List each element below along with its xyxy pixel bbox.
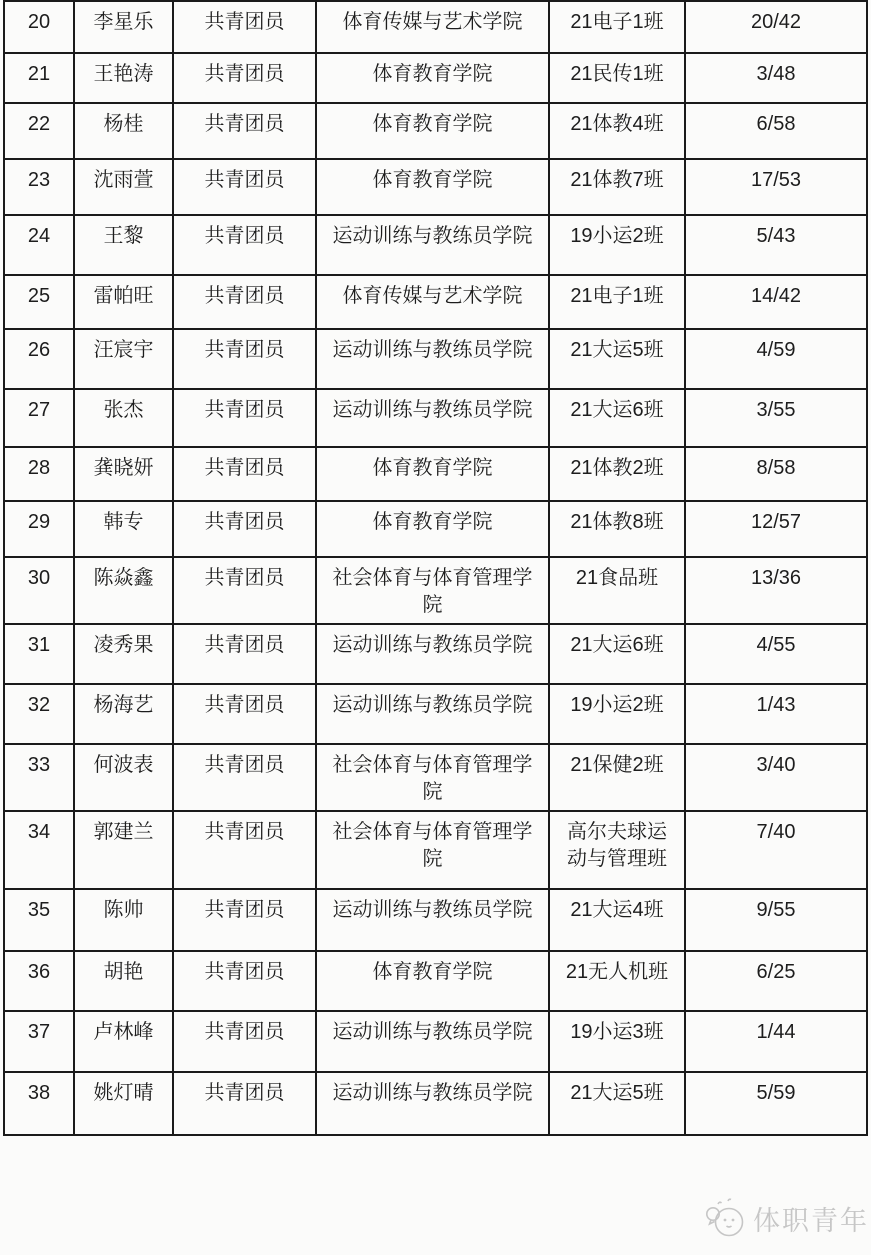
watermark bbox=[704, 1196, 869, 1240]
cell-row-number: 34 bbox=[4, 811, 74, 889]
table-row bbox=[4, 889, 867, 951]
cell-class: 21保健2班 bbox=[549, 744, 685, 811]
cell-class: 高尔夫球运动与管理班 bbox=[549, 811, 685, 889]
cell-row-number: 20 bbox=[4, 1, 74, 53]
cell-class: 21民传1班 bbox=[549, 53, 685, 103]
cell-college: 社会体育与体育管理学院 bbox=[316, 811, 549, 889]
cell-rank: 5/59 bbox=[685, 1072, 867, 1135]
cell-college: 体育教育学院 bbox=[316, 951, 549, 1011]
cell-student-name: 汪宸宇 bbox=[74, 329, 173, 389]
cell-student-name: 王艳涛 bbox=[74, 53, 173, 103]
cell-political-status: 共青团员 bbox=[173, 1, 316, 53]
cell-class: 21体教4班 bbox=[549, 103, 685, 159]
table-row bbox=[4, 1072, 867, 1135]
cell-rank: 17/53 bbox=[685, 159, 867, 215]
cell-college: 运动训练与教练员学院 bbox=[316, 329, 549, 389]
table-row bbox=[4, 103, 867, 159]
cell-row-number: 33 bbox=[4, 744, 74, 811]
cell-row-number: 27 bbox=[4, 389, 74, 447]
cell-political-status: 共青团员 bbox=[173, 744, 316, 811]
cell-row-number: 21 bbox=[4, 53, 74, 103]
cell-rank: 7/40 bbox=[685, 811, 867, 889]
cell-class: 21无人机班 bbox=[549, 951, 685, 1011]
cell-row-number: 28 bbox=[4, 447, 74, 501]
cell-row-number: 29 bbox=[4, 501, 74, 557]
cell-rank: 8/58 bbox=[685, 447, 867, 501]
cell-student-name: 陈焱鑫 bbox=[74, 557, 173, 624]
cell-class: 21食品班 bbox=[549, 557, 685, 624]
table-row bbox=[4, 684, 867, 744]
cell-row-number: 36 bbox=[4, 951, 74, 1011]
cell-student-name: 王黎 bbox=[74, 215, 173, 275]
cell-rank: 3/48 bbox=[685, 53, 867, 103]
table-row bbox=[4, 53, 867, 103]
cell-college: 运动训练与教练员学院 bbox=[316, 389, 549, 447]
cell-college: 运动训练与教练员学院 bbox=[316, 889, 549, 951]
cell-student-name: 沈雨萱 bbox=[74, 159, 173, 215]
cell-student-name: 胡艳 bbox=[74, 951, 173, 1011]
cell-row-number: 38 bbox=[4, 1072, 74, 1135]
cell-student-name: 龚晓妍 bbox=[74, 447, 173, 501]
cell-rank: 3/40 bbox=[685, 744, 867, 811]
cell-college: 体育传媒与艺术学院 bbox=[316, 1, 549, 53]
cell-class: 21大运6班 bbox=[549, 624, 685, 684]
cell-political-status: 共青团员 bbox=[173, 103, 316, 159]
student-roster-table bbox=[3, 0, 868, 1136]
cell-political-status: 共青团员 bbox=[173, 811, 316, 889]
cell-student-name: 李星乐 bbox=[74, 1, 173, 53]
table-row bbox=[4, 329, 867, 389]
cell-class: 21电子1班 bbox=[549, 275, 685, 329]
cell-row-number: 30 bbox=[4, 557, 74, 624]
table-row bbox=[4, 1, 867, 53]
cell-rank: 4/59 bbox=[685, 329, 867, 389]
cell-political-status: 共青团员 bbox=[173, 951, 316, 1011]
cell-row-number: 22 bbox=[4, 103, 74, 159]
cell-student-name: 凌秀果 bbox=[74, 624, 173, 684]
student-roster-table-wrap bbox=[3, 0, 868, 1136]
cell-political-status: 共青团员 bbox=[173, 159, 316, 215]
cell-rank: 3/55 bbox=[685, 389, 867, 447]
cell-political-status: 共青团员 bbox=[173, 501, 316, 557]
cell-class: 21大运5班 bbox=[549, 329, 685, 389]
cell-political-status: 共青团员 bbox=[173, 684, 316, 744]
cell-political-status: 共青团员 bbox=[173, 889, 316, 951]
table-row bbox=[4, 159, 867, 215]
table-row bbox=[4, 811, 867, 889]
cell-class: 19小运3班 bbox=[549, 1011, 685, 1072]
cell-rank: 14/42 bbox=[685, 275, 867, 329]
cell-political-status: 共青团员 bbox=[173, 447, 316, 501]
cell-student-name: 雷帕旺 bbox=[74, 275, 173, 329]
cell-class: 21电子1班 bbox=[549, 1, 685, 53]
table-row bbox=[4, 447, 867, 501]
cell-rank: 6/58 bbox=[685, 103, 867, 159]
cell-political-status: 共青团员 bbox=[173, 389, 316, 447]
cell-row-number: 23 bbox=[4, 159, 74, 215]
cell-college: 运动训练与教练员学院 bbox=[316, 684, 549, 744]
cell-row-number: 32 bbox=[4, 684, 74, 744]
cell-rank: 1/44 bbox=[685, 1011, 867, 1072]
cell-row-number: 26 bbox=[4, 329, 74, 389]
cell-rank: 6/25 bbox=[685, 951, 867, 1011]
cell-student-name: 姚灯晴 bbox=[74, 1072, 173, 1135]
cell-college: 运动训练与教练员学院 bbox=[316, 1072, 549, 1135]
cell-political-status: 共青团员 bbox=[173, 1011, 316, 1072]
cell-student-name: 韩专 bbox=[74, 501, 173, 557]
cell-student-name: 杨桂 bbox=[74, 103, 173, 159]
cell-class: 19小运2班 bbox=[549, 215, 685, 275]
cell-row-number: 35 bbox=[4, 889, 74, 951]
cell-row-number: 24 bbox=[4, 215, 74, 275]
table-row bbox=[4, 215, 867, 275]
table-row bbox=[4, 1011, 867, 1072]
cell-political-status: 共青团员 bbox=[173, 624, 316, 684]
table-row bbox=[4, 389, 867, 447]
cell-class: 19小运2班 bbox=[549, 684, 685, 744]
mascot-logo-icon bbox=[704, 1196, 746, 1240]
cell-student-name: 何波表 bbox=[74, 744, 173, 811]
cell-college: 体育教育学院 bbox=[316, 103, 549, 159]
cell-college: 体育教育学院 bbox=[316, 447, 549, 501]
cell-political-status: 共青团员 bbox=[173, 53, 316, 103]
cell-student-name: 郭建兰 bbox=[74, 811, 173, 889]
cell-row-number: 25 bbox=[4, 275, 74, 329]
cell-political-status: 共青团员 bbox=[173, 215, 316, 275]
cell-college: 体育教育学院 bbox=[316, 501, 549, 557]
cell-college: 运动训练与教练员学院 bbox=[316, 624, 549, 684]
cell-class: 21体教8班 bbox=[549, 501, 685, 557]
cell-student-name: 张杰 bbox=[74, 389, 173, 447]
cell-row-number: 31 bbox=[4, 624, 74, 684]
cell-rank: 9/55 bbox=[685, 889, 867, 951]
cell-political-status: 共青团员 bbox=[173, 275, 316, 329]
cell-political-status: 共青团员 bbox=[173, 1072, 316, 1135]
cell-student-name: 杨海艺 bbox=[74, 684, 173, 744]
cell-class: 21体教2班 bbox=[549, 447, 685, 501]
cell-political-status: 共青团员 bbox=[173, 557, 316, 624]
table-row bbox=[4, 275, 867, 329]
table-row bbox=[4, 744, 867, 811]
cell-college: 体育教育学院 bbox=[316, 53, 549, 103]
cell-college: 体育传媒与艺术学院 bbox=[316, 275, 549, 329]
cell-rank: 5/43 bbox=[685, 215, 867, 275]
cell-rank: 13/36 bbox=[685, 557, 867, 624]
cell-rank: 4/55 bbox=[685, 624, 867, 684]
table-row bbox=[4, 951, 867, 1011]
cell-college: 运动训练与教练员学院 bbox=[316, 215, 549, 275]
watermark-text: 体职青年 bbox=[753, 1205, 869, 1236]
cell-college: 体育教育学院 bbox=[316, 159, 549, 215]
cell-student-name: 陈帅 bbox=[74, 889, 173, 951]
cell-rank: 1/43 bbox=[685, 684, 867, 744]
cell-class: 21大运6班 bbox=[549, 389, 685, 447]
cell-student-name: 卢林峰 bbox=[74, 1011, 173, 1072]
cell-rank: 20/42 bbox=[685, 1, 867, 53]
table-row bbox=[4, 501, 867, 557]
cell-college: 社会体育与体育管理学院 bbox=[316, 557, 549, 624]
cell-college: 社会体育与体育管理学院 bbox=[316, 744, 549, 811]
cell-class: 21体教7班 bbox=[549, 159, 685, 215]
cell-rank: 12/57 bbox=[685, 501, 867, 557]
cell-class: 21大运4班 bbox=[549, 889, 685, 951]
cell-class: 21大运5班 bbox=[549, 1072, 685, 1135]
table-row bbox=[4, 557, 867, 624]
cell-college: 运动训练与教练员学院 bbox=[316, 1011, 549, 1072]
cell-row-number: 37 bbox=[4, 1011, 74, 1072]
cell-political-status: 共青团员 bbox=[173, 329, 316, 389]
table-row bbox=[4, 624, 867, 684]
student-roster-body bbox=[4, 1, 867, 1135]
